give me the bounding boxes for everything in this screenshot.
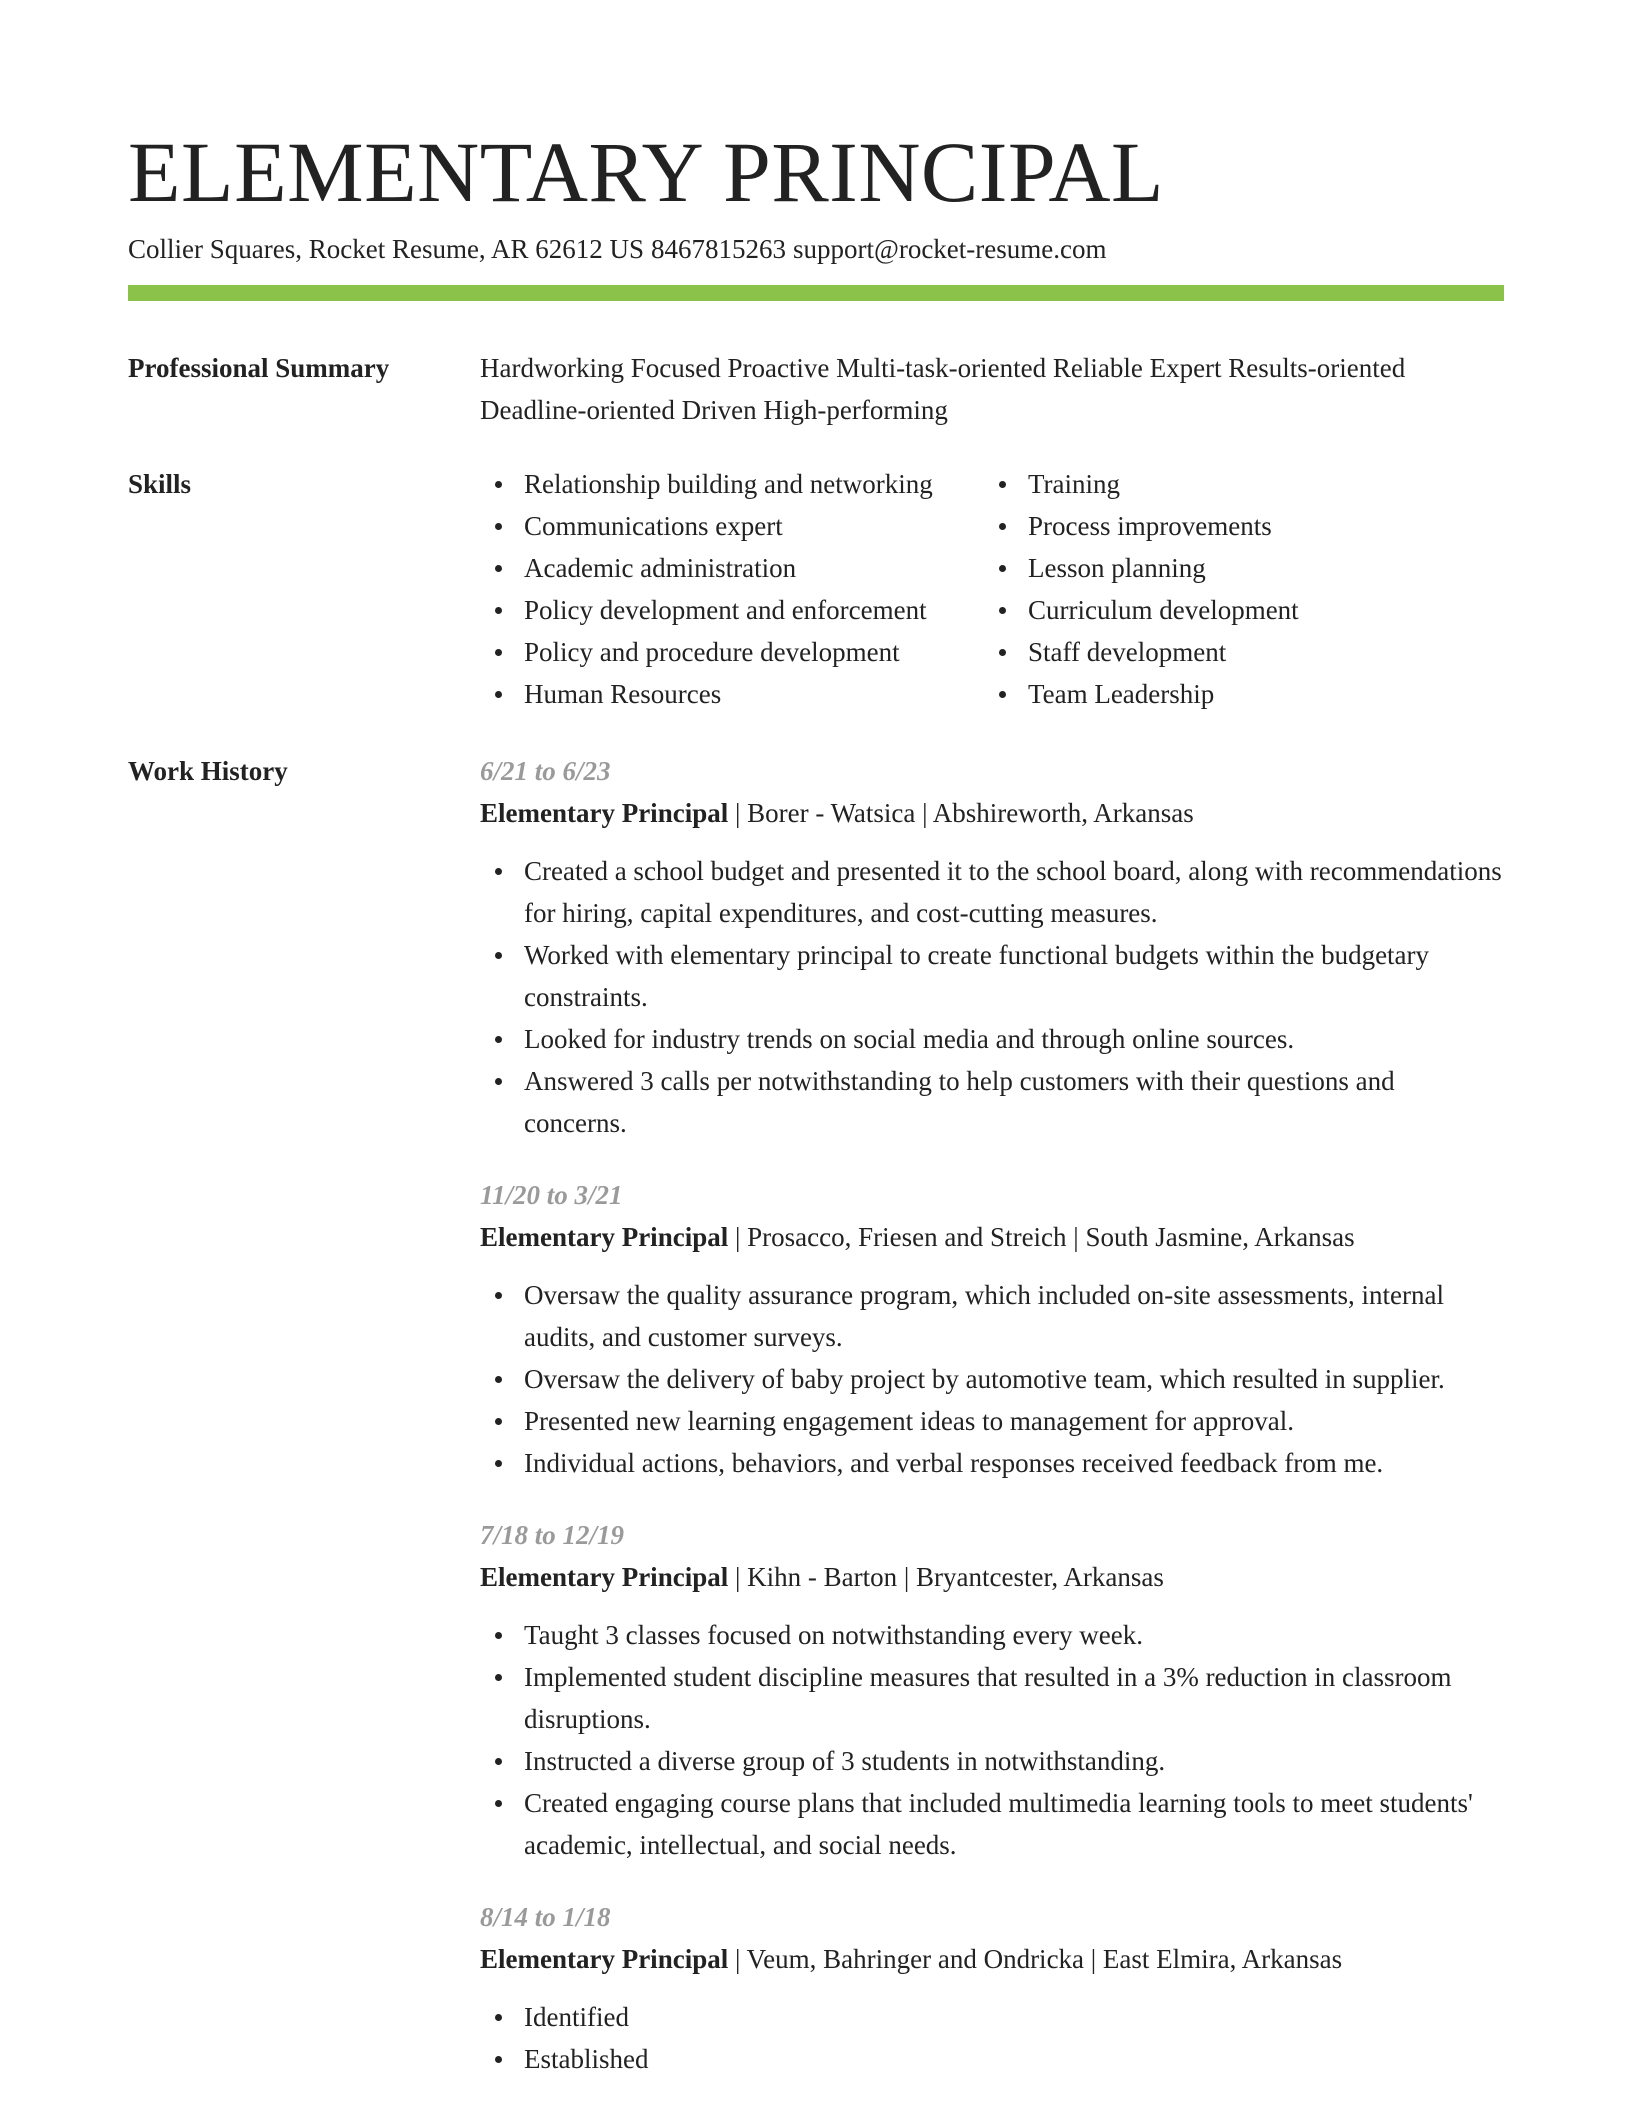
- skills-heading: Skills: [128, 469, 192, 499]
- job-title: Elementary Principal: [480, 1222, 729, 1252]
- job-entry: [480, 1174, 1504, 1484]
- summary-heading: Professional Summary: [128, 353, 390, 383]
- job-heading: [480, 1938, 1504, 1980]
- job-entry: [480, 1896, 1504, 2080]
- job-entry: [480, 1514, 1504, 1866]
- header-divider: [128, 285, 1504, 301]
- job-bullet: Created engaging course plans that included multimedia learning tools to meet students' academic, intellectual, and social needs.: [480, 1782, 1504, 1866]
- job-bullets: [480, 1274, 1504, 1484]
- job-dates: 11/20 to 3/21: [480, 1180, 623, 1210]
- job-employer-location: | Borer - Watsica | Abshireworth, Arkansas: [728, 798, 1194, 828]
- skill-item: Process improvements: [984, 505, 1488, 547]
- skill-item: Curriculum development: [984, 589, 1488, 631]
- job-employer-location: | Prosacco, Friesen and Streich | South Jasmine, Arkansas: [728, 1222, 1355, 1252]
- skill-item: Lesson planning: [984, 547, 1488, 589]
- job-bullet: Answered 3 calls per notwithstanding to help customers with their questions and concerns.: [480, 1060, 1504, 1144]
- skill-item: Relationship building and networking: [480, 463, 984, 505]
- job-bullets: [480, 1996, 1504, 2080]
- skills-list: [480, 463, 1504, 715]
- job-bullets: [480, 850, 1504, 1144]
- skill-item: Communications expert: [480, 505, 984, 547]
- skill-item: Team Leadership: [984, 673, 1488, 715]
- contact-phone: 8467815263: [650, 234, 786, 264]
- skill-item: Staff development: [984, 631, 1488, 673]
- job-bullet: Oversaw the delivery of baby project by automotive team, which resulted in supplier.: [480, 1358, 1504, 1400]
- job-dates: 8/14 to 1/18: [480, 1902, 611, 1932]
- job-bullet: Instructed a diverse group of 3 students in notwithstanding.: [480, 1740, 1504, 1782]
- skills-column-1: [480, 463, 984, 715]
- job-bullet: Taught 3 classes focused on notwithstanding every week.: [480, 1614, 1504, 1656]
- skills-column-2: [984, 463, 1488, 715]
- job-bullet: Oversaw the quality assurance program, which included on-site assessments, internal audits, and customer surveys.: [480, 1274, 1504, 1358]
- job-title: Elementary Principal: [480, 798, 729, 828]
- skill-item: Academic administration: [480, 547, 984, 589]
- work-history-list: [480, 750, 1504, 2110]
- job-bullet: Worked with elementary principal to create functional budgets within the budgetary constraints.: [480, 934, 1504, 1018]
- job-employer-location: | Veum, Bahringer and Ondricka | East Elmira, Arkansas: [728, 1944, 1343, 1974]
- job-bullet: Individual actions, behaviors, and verbal responses received feedback from me.: [480, 1442, 1504, 1484]
- job-heading: [480, 1556, 1504, 1598]
- skill-item: Human Resources: [480, 673, 984, 715]
- job-heading: [480, 792, 1504, 834]
- job-bullet: Implemented student discipline measures that resulted in a 3% reduction in classroom disruptions.: [480, 1656, 1504, 1740]
- skill-item: Policy development and enforcement: [480, 589, 984, 631]
- work-history-heading: Work History: [128, 756, 288, 786]
- candidate-name: ELEMENTARY PRINCIPAL: [128, 124, 1164, 220]
- contact-email: support@rocket-resume.com: [792, 234, 1107, 264]
- job-title: Elementary Principal: [480, 1944, 729, 1974]
- skill-item: Training: [984, 463, 1488, 505]
- job-employer-location: | Kihn - Barton | Bryantcester, Arkansas: [728, 1562, 1164, 1592]
- job-bullet: Looked for industry trends on social media and through online sources.: [480, 1018, 1504, 1060]
- skill-item: Policy and procedure development: [480, 631, 984, 673]
- contact-line: [128, 233, 1107, 265]
- job-title: Elementary Principal: [480, 1562, 729, 1592]
- job-bullet: Identified: [480, 1996, 1504, 2038]
- job-bullet: Presented new learning engagement ideas to management for approval.: [480, 1400, 1504, 1442]
- job-bullet: Created a school budget and presented it to the school board, along with recommendations for hiring, capital expenditures, and cost-cutting measures.: [480, 850, 1504, 934]
- summary-text: Hardworking Focused Proactive Multi-task-oriented Reliable Expert Results-oriented Deadline-oriented Driven High-performing: [480, 353, 1406, 425]
- job-dates: 7/18 to 12/19: [480, 1520, 625, 1550]
- job-heading: [480, 1216, 1504, 1258]
- job-entry: [480, 750, 1504, 1144]
- job-bullets: [480, 1614, 1504, 1866]
- job-dates: 6/21 to 6/23: [480, 756, 611, 786]
- job-bullet: Established: [480, 2038, 1504, 2080]
- contact-address: Collier Squares, Rocket Resume, AR 62612 US: [128, 234, 644, 264]
